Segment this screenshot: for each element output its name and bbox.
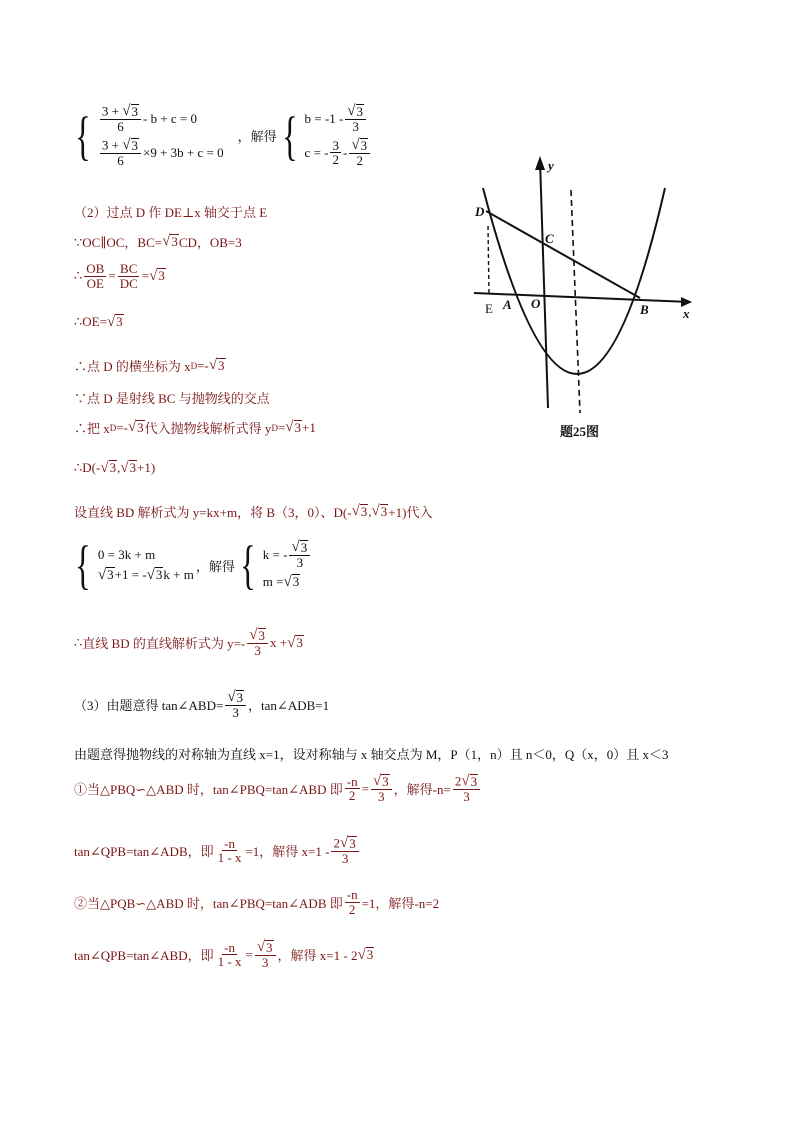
fraction: 3 + √ 3 6 (100, 138, 141, 168)
text: ∴D(- (74, 460, 101, 475)
denominator: 6 (117, 153, 124, 169)
solution-k (263, 540, 312, 570)
case1b-line (74, 836, 361, 866)
fraction: √ 3 3 (289, 540, 310, 570)
text: +1 (302, 419, 316, 435)
bd-result-line: ∴ 直线 BD 的直线解析式为 y=- √ 3 3 x + √ 3 (74, 627, 303, 659)
denominator: 1 - x (217, 954, 242, 970)
label-e: E (485, 301, 493, 316)
label-y: y (548, 158, 554, 173)
denominator: DC (119, 275, 138, 291)
text: （2）过点 D 作 DE⊥x 轴交于点 E (74, 205, 268, 220)
text: m = (262, 573, 284, 589)
case2b-line: tan∠QPB=tan∠ABD，即 $\frac{-n}{1 - x}$ = √ 3 3 ，解得 x=1 - 2 √ 3 (74, 939, 374, 971)
label-a: A (503, 297, 512, 312)
denominator: 3 (261, 955, 269, 971)
therefore: ∴ (74, 634, 83, 650)
oe-line: ∴OE= √ 3 (74, 313, 123, 330)
radicand: 3 (129, 460, 137, 476)
text: ∴OE= (74, 314, 107, 329)
intersection-line (74, 388, 270, 407)
subscript: D (190, 360, 198, 371)
text: 3 + (101, 137, 123, 153)
therefore: ∴ (74, 268, 83, 284)
y-axis (540, 160, 548, 408)
numerator: OB (86, 261, 105, 276)
text: （3）由题意得 tan∠ABD= (74, 698, 224, 714)
radicand: 3 (218, 357, 225, 373)
text: CD，OB=3 (178, 235, 242, 250)
radicand: 3 (236, 690, 244, 705)
text: =1，解得 x=1 - (245, 844, 330, 860)
solution-c (305, 138, 373, 168)
text: 直线 BD 的直线解析式为 y=- (82, 636, 246, 652)
numerator: -n (346, 773, 358, 789)
text: ∵点 D 是射线 BC 与抛物线的交点 (74, 391, 270, 406)
denominator: 3 (232, 705, 239, 721)
radicand: 3 (116, 314, 123, 330)
text: +1)代入 (388, 505, 433, 520)
denominator: 2 (356, 153, 363, 169)
text: ∴把 x (74, 421, 110, 436)
fraction: √ 3 2 (349, 138, 370, 168)
text: 2 (454, 773, 462, 789)
radicand: 3 (171, 233, 178, 249)
fraction (216, 837, 244, 865)
radicand: 3 (300, 540, 308, 556)
system-solution (263, 540, 312, 590)
radicand: 3 (296, 635, 303, 651)
numerator: BC (120, 261, 138, 276)
de-segment (488, 226, 489, 293)
radicand: 3 (137, 419, 144, 435)
text: ∵OC∥OC，BC= (74, 235, 163, 250)
text: = (361, 780, 369, 796)
denominator: OE (86, 275, 104, 291)
text: ②当△PQB∽△ABD 时，tan∠PBQ=tan∠ADB 即 (74, 895, 343, 911)
radicand: 3 (107, 567, 114, 583)
text: = (277, 419, 286, 435)
text: = (141, 268, 150, 284)
radicand: 3 (380, 503, 388, 519)
text: k + m (163, 567, 194, 582)
ratio-line: ∴ $\frac{OB}{OE}$ = $\frac{BC}{DC}$ = √ 3 (74, 261, 165, 291)
system-equations (98, 104, 224, 168)
equation-1 (98, 104, 224, 134)
fraction: 2 √ 3 3 (331, 836, 358, 866)
radicand: 3 (349, 836, 356, 851)
denominator: 1 - x (217, 850, 242, 866)
radicand: 3 (356, 104, 364, 119)
solution-m: m = √ 3 (262, 573, 300, 590)
line-bd-setup: 设直线 BD 解析式为 y=kx+m，将 B（3，0）、D(- √ 3 , √ 3 +1)代入 (74, 503, 433, 520)
radicand: 3 (366, 947, 374, 963)
system-equations (98, 547, 194, 583)
text: = (108, 268, 116, 284)
fraction (216, 941, 244, 969)
denominator: 3 (254, 643, 261, 659)
text: - b + c = 0 (143, 110, 198, 126)
symmetry-axis (571, 190, 580, 413)
brace-left: { (75, 105, 91, 166)
radicand: 3 (131, 137, 138, 153)
text: =- (116, 419, 128, 435)
bd-system (70, 535, 312, 595)
denominator: 3 (341, 851, 349, 867)
text: b = -1 - (304, 110, 344, 126)
fraction: √ 3 3 (225, 690, 246, 720)
radicand: 3 (360, 503, 368, 519)
denominator: 3 (352, 119, 359, 135)
radicand: 3 (292, 574, 300, 590)
radicand: 3 (294, 419, 302, 435)
figure-caption: 题25图 (560, 424, 600, 439)
subscript: D (109, 422, 117, 433)
brace-left: { (75, 535, 91, 595)
denominator: 3 (378, 789, 385, 805)
denominator: 2 (348, 901, 356, 917)
part3-title (74, 690, 329, 720)
text: =- (197, 357, 209, 373)
text: 3 + (101, 103, 123, 119)
solve-label: ，解得 (237, 129, 277, 145)
subscript: D (271, 422, 278, 433)
fraction: √ 3 3 (345, 104, 366, 134)
label-x: x (683, 306, 690, 321)
text: ，tan∠ADB=1 (248, 698, 330, 714)
radicand: 3 (131, 104, 138, 119)
text: ，解得 x=1 - 2 (277, 948, 358, 964)
denominator: 2 (348, 788, 356, 804)
fraction: √ 3 3 (247, 628, 268, 658)
numerator: -n (346, 887, 358, 902)
text: tan∠QPB=tan∠ADB，即 (74, 844, 214, 860)
numerator: -n (224, 835, 235, 851)
numerator: -n (224, 939, 235, 955)
fraction: 2 √ 3 3 (453, 774, 480, 804)
fraction (118, 262, 140, 290)
numerator: 3 (332, 137, 339, 153)
text: = (245, 946, 253, 962)
radicand: 3 (382, 774, 389, 789)
text: - (342, 144, 348, 160)
text: ∴点 D 的横坐标为 x (74, 359, 191, 374)
substitute-line: ∴把 x D =- √ 3 代入抛物线解析式得 y D = √ 3 +1 (74, 419, 316, 436)
text: =1，解得-n=2 (361, 895, 440, 911)
xd-line: ∴点 D 的横坐标为 x D =- √ 3 (74, 357, 225, 374)
radicand: 3 (266, 940, 273, 955)
text: 由题意得抛物线的对称轴为直线 x=1，设对称轴与 x 轴交点为 M，P（1，n）且 n＜0，Q（x，0）且 x＜3 (74, 747, 669, 762)
radicand: 3 (470, 774, 478, 789)
denominator: 2 (332, 152, 339, 168)
text: x + (270, 634, 288, 650)
fraction: √ 3 3 (371, 774, 392, 804)
brace-left: { (240, 535, 256, 595)
fraction (345, 888, 360, 916)
axis-line (74, 744, 669, 763)
equation-2 (98, 138, 224, 168)
fraction (345, 775, 360, 803)
text: +1) (137, 460, 156, 475)
text: 0 = 3k + m (97, 547, 156, 562)
figure-25 (460, 150, 710, 450)
text: 2 (333, 835, 340, 851)
radicand: 3 (258, 628, 265, 643)
text: , (368, 503, 372, 519)
point-d-line: ∴D(- √ 3 , √ 3 +1) (74, 459, 156, 476)
fraction (330, 139, 341, 167)
radicand: 3 (155, 567, 163, 583)
radicand: 3 (109, 460, 117, 476)
solve-label: ，解得 (195, 558, 235, 574)
label-d: D (475, 204, 485, 219)
label-c: C (545, 231, 554, 246)
since-line: ∵OC∥OC，BC= √ 3 CD，OB=3 (74, 233, 242, 250)
text: k = - (262, 547, 288, 562)
equation-1 (98, 547, 194, 563)
radicand: 3 (360, 137, 368, 153)
system-solution (305, 104, 373, 168)
denominator: 3 (463, 789, 470, 805)
brace-left: { (281, 105, 298, 166)
fraction (84, 262, 106, 290)
text: 设直线 BD 解析式为 y=kx+m，将 B（3，0）、D(- (74, 505, 352, 520)
equation-2: √ 3 +1 = - √ 3 k + m (97, 566, 194, 583)
case1-line (74, 774, 482, 804)
fraction: 3 + √ 3 6 (100, 104, 141, 134)
label-o: O (531, 296, 541, 311)
radicand: 3 (158, 268, 165, 284)
text: , (117, 460, 121, 475)
text: c = - (304, 144, 329, 160)
part2-title (74, 202, 267, 221)
denominator: 6 (117, 119, 124, 135)
text: ×9 + 3b + c = 0 (143, 144, 224, 160)
text: +1 = - (114, 567, 147, 582)
text: tan∠QPB=tan∠ABD，即 (74, 948, 214, 964)
text: ，解得-n= (393, 782, 451, 798)
line-bd (486, 211, 640, 298)
case2-line (74, 888, 439, 916)
part1-system (70, 104, 372, 168)
text: ①当△PBQ∽△ABD 时，tan∠PBQ=tan∠ABD 即 (74, 782, 343, 798)
denominator: 3 (296, 555, 304, 571)
solution-b (305, 104, 373, 134)
fraction: √ 3 3 (255, 940, 276, 970)
text: 代入抛物线解析式得 y (144, 421, 272, 436)
label-b: B (640, 302, 649, 317)
y-arrow-icon (535, 156, 545, 170)
